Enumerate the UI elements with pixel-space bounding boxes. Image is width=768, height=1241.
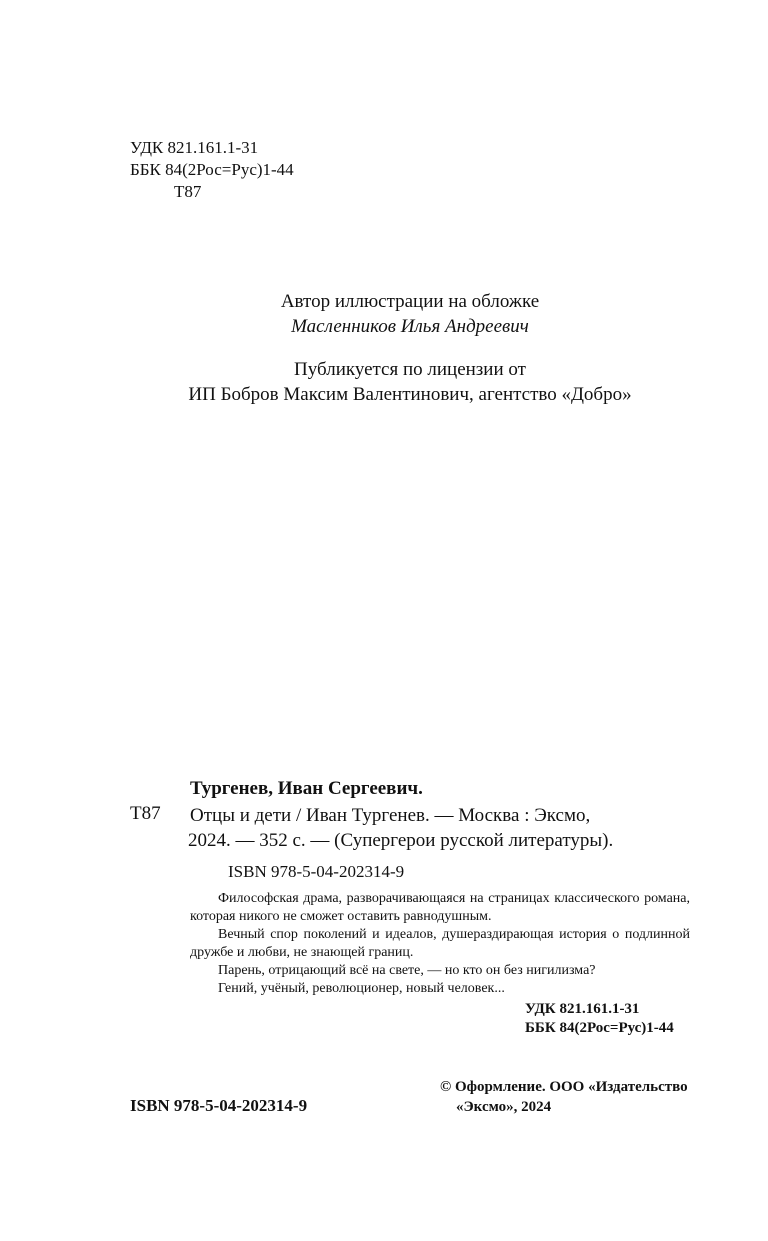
isbn-bold: ISBN 978-5-04-202314-9 bbox=[130, 1096, 308, 1115]
annotation bbox=[190, 890, 690, 998]
bibliography-author: Тургенев, Иван Сергеевич. bbox=[190, 778, 423, 799]
classification-codes bbox=[130, 137, 294, 203]
license-line-2: ИП Бобров Максим Валентинович, агентство «Добро» bbox=[188, 384, 632, 405]
annotation-paragraph: Парень, отрицающий всё на свете, — но кто он без нигилизма? bbox=[218, 963, 596, 978]
udk-code: УДК 821.161.1-31 bbox=[130, 138, 259, 157]
footer-udk: УДК 821.161.1-31 bbox=[525, 1001, 640, 1017]
annotation-paragraph: Гений, учёный, революционер, новый человек... bbox=[218, 981, 505, 996]
copyright-notice bbox=[440, 1077, 688, 1117]
bibliography-isbn: ISBN 978-5-04-202314-9 bbox=[228, 862, 405, 881]
illustration-label: Автор иллюстрации на обложке bbox=[280, 291, 540, 312]
bibliography-line-2: 2024. — 352 с. — (Супергерои русской литературы). bbox=[188, 830, 614, 851]
copyright-line-1: © Оформление. ООО «Издательство bbox=[440, 1079, 688, 1095]
footer-classification bbox=[525, 1000, 674, 1038]
license-notice bbox=[0, 357, 768, 407]
author-mark: Т87 bbox=[174, 182, 202, 201]
bibliographic-record bbox=[190, 803, 690, 853]
illustrator-name: Масленников Илья Андреевич bbox=[291, 316, 529, 337]
annotation-paragraph: Философская драма, разворачивающаяся на страницах классического романа, которая никого не сможет оставить равнодушным. bbox=[190, 891, 690, 924]
illustration-credit bbox=[0, 289, 768, 339]
copyright-line-2: «Эксмо», 2024 bbox=[456, 1099, 552, 1115]
bibliography-line-1: Отцы и дети / Иван Тургенев. — Москва : Эксмо, bbox=[190, 805, 591, 826]
bbk-code: ББК 84(2Рос=Рус)1-44 bbox=[130, 160, 294, 179]
license-line-1: Публикуется по лицензии от bbox=[294, 359, 526, 380]
bibliography-author-mark: Т87 bbox=[130, 803, 161, 824]
footer-bbk: ББК 84(2Рос=Рус)1-44 bbox=[525, 1020, 674, 1036]
annotation-paragraph: Вечный спор поколений и идеалов, душераздирающая история о подлинной дружбе и любви, не знающей границ. bbox=[190, 927, 690, 960]
